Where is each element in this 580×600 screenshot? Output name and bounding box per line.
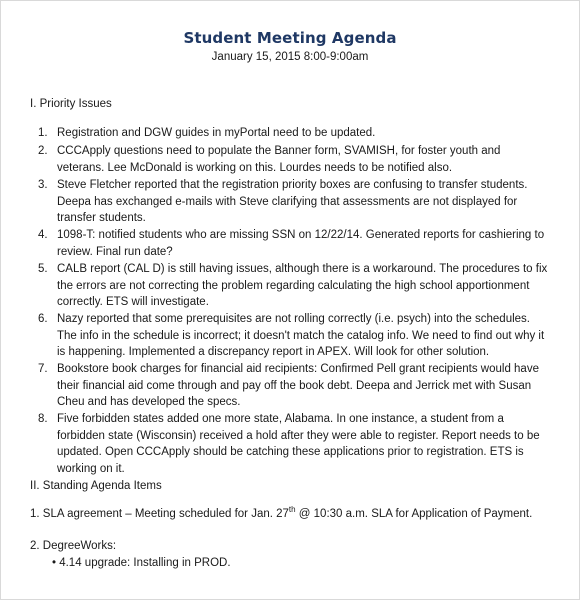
list-number: 5. xyxy=(38,263,48,275)
sla-text-end: @ 10:30 a.m. SLA for Application of Payment. xyxy=(295,508,533,520)
degreeworks-item: 2. DegreeWorks: xyxy=(30,540,117,552)
list-number: 1. xyxy=(38,127,48,139)
list-text: Five forbidden states added one more state, Alabama. In one instance, a student from a forbidden state (Wisconsin) received a hold after they were able to register. Report needs to be updated. Open CCCApply should be catching these applications prior to registration. ETS is working on it. xyxy=(57,413,540,475)
list-item xyxy=(38,143,548,176)
list-item xyxy=(38,311,548,361)
list-item xyxy=(38,261,548,311)
list-number: 4. xyxy=(38,229,48,241)
list-text: 1098-T: notified students who are missing SSN on 12/22/14. Generated reports for cashiering to review. Final run date? xyxy=(57,229,545,258)
document-date: January 15, 2015 8:00-9:00am xyxy=(211,51,369,63)
document-title: Student Meeting Agenda xyxy=(183,29,397,47)
list-number: 2. xyxy=(38,145,48,157)
list-text: CALB report (CAL D) is still having issues, although there is a workaround. The procedures to fix the errors are not correcting the problem regarding calculating the high school apportionment correctly. ETS will investigate. xyxy=(57,263,548,309)
sla-text-start: 1. SLA agreement – Meeting scheduled for Jan. 27 xyxy=(30,508,289,520)
degreeworks-sub-bullet: • 4.14 upgrade: Installing in PROD. xyxy=(52,557,231,569)
list-item xyxy=(38,227,548,260)
list-text: Bookstore book charges for financial aid recipients: Confirmed Pell grant recipients would have their financial aid come through and pay off the book debt. Deepa and Jerrick met with Susan Cheu and has developed the specs. xyxy=(57,363,539,409)
sla-agreement-item xyxy=(30,505,533,520)
list-number: 6. xyxy=(38,313,48,325)
sla-superscript: th xyxy=(288,505,296,515)
list-text: Registration and DGW guides in myPortal need to be updated. xyxy=(57,127,376,139)
list-text: Nazy reported that some prerequisites are not rolling correctly (i.e. psych) into the schedules. The info in the schedule is incorrect; it doesn't match the catalog info. We need to find out why it is happening. Implemented a discrepancy report in APEX. Will look for other solution. xyxy=(57,313,545,359)
list-text: Steve Fletcher reported that the registration priority boxes are confusing to transfer students. Deepa has exchanged e-mails with Steve clarifying that assessments are not displayed for transfer students. xyxy=(57,179,528,225)
list-number: 8. xyxy=(38,413,48,425)
list-item xyxy=(38,125,548,142)
section-heading-priority-issues: I. Priority Issues xyxy=(30,98,112,110)
list-number: 7. xyxy=(38,363,48,375)
list-item xyxy=(38,361,548,411)
list-text: CCCApply questions need to populate the Banner form, SVAMISH, for foster youth and veterans. Lee McDonald is working on this. Lourdes needs to be notified also. xyxy=(57,145,501,174)
section-heading-standing-items: II. Standing Agenda Items xyxy=(30,480,162,492)
list-number: 3. xyxy=(38,179,48,191)
list-item xyxy=(38,411,548,477)
list-item xyxy=(38,177,548,227)
